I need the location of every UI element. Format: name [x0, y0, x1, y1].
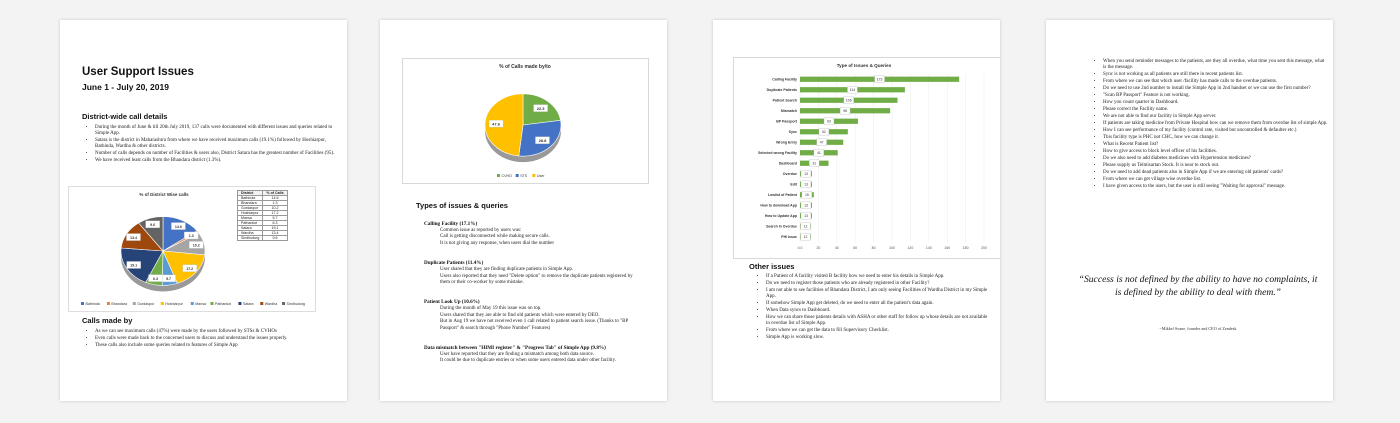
legend-swatch	[532, 174, 535, 177]
table-header: % of Calls	[263, 191, 287, 196]
data-label: 19.1	[130, 263, 138, 268]
data-label: 22.3	[536, 105, 545, 111]
table-cell: 13.4	[263, 231, 287, 236]
data-label: 15	[805, 193, 809, 198]
table-cell: 17.2	[263, 211, 287, 216]
table-row	[238, 236, 288, 241]
data-label: 6.3	[152, 276, 158, 281]
quote: “Success is not defined by the ability to have no complaints, it is defined by the ability to deal with them.”	[1078, 274, 1318, 298]
list-item: • As we can see maximum calls (47%) were made by the users followed by STSs & CVHOs	[95, 329, 335, 335]
table-cell: Bathinda	[238, 196, 263, 201]
list-item: • Do we also need to add diabetes medicines with Hypertension medicines?	[1103, 156, 1328, 162]
category-label: Wrong Entry	[776, 140, 797, 145]
section-heading: District-wide call details	[82, 112, 168, 121]
category-label: How to download App	[760, 203, 797, 208]
legend-swatch	[133, 302, 136, 305]
issue-line: Users shared that they are able to find old patients which were entered by DEO.	[440, 312, 600, 318]
tick-label: 0.0	[797, 246, 803, 250]
tick-label: 80	[871, 246, 876, 250]
category-label: Selected wrong Facility	[758, 151, 797, 156]
category-label: BP Passport	[776, 119, 797, 124]
list-item: • If a Patient of A facility visited B facility how we need to enter his details in Simple App.	[766, 274, 991, 280]
table-cell: 10.2	[263, 206, 287, 211]
legend-swatch	[161, 302, 164, 305]
category-label: Lowlist of Patient	[768, 193, 797, 198]
list-item: • From where we can get the data to fill Supervisory Checklist.	[766, 328, 991, 334]
tick-label: 200	[981, 246, 987, 250]
district-chart	[68, 186, 316, 312]
category-label: Patient Search	[772, 98, 797, 103]
issue-block	[424, 221, 636, 247]
data-label: 114	[849, 88, 856, 93]
table-cell: 9.6	[263, 236, 287, 241]
legend-swatch	[191, 302, 194, 305]
data-label: 13	[804, 203, 808, 208]
issue-line: User have reported that they are finding a mismatch among both data source.	[440, 352, 594, 358]
issue-title: Calling Facility (17.1%)	[424, 221, 478, 227]
list-item: • How you count quarter in Dashboard.	[1103, 100, 1328, 106]
category-label: Duplicate Patients	[766, 88, 797, 93]
list-item: • Please supply us Telmisartan Stock. It is near to stock out.	[1103, 163, 1328, 169]
data-label: 173	[876, 77, 883, 82]
calls-pie-chart	[403, 59, 648, 183]
table-cell: 1.3	[263, 201, 287, 206]
list-item: • Please correct the Facility name.	[1103, 107, 1328, 113]
legend-label: Wardha	[264, 302, 278, 306]
district-table	[237, 190, 288, 241]
table-cell: Hoshiarpur	[238, 211, 263, 216]
legend-swatch	[497, 174, 500, 177]
category-label: How to Update App	[764, 214, 797, 219]
issue-block	[424, 299, 636, 332]
data-label: 17.2	[186, 266, 194, 271]
table-cell: 5.7	[263, 216, 287, 221]
list-item: • If patients are taking medicine from Private Hospital how can we remove them from overdue list of simple App.	[1103, 121, 1328, 127]
list-item: • If somehow Simple App get deleted, do we need to enter all the patient's data again.	[766, 301, 991, 307]
data-label: 28.8	[538, 137, 547, 143]
category-label: Mismatch	[780, 109, 797, 114]
issue-line: During the month of May 19 this issue was on top.	[440, 306, 542, 312]
data-label: 63	[827, 119, 831, 124]
list-item: • We are not able to find our facility in Simple App server.	[1103, 114, 1328, 120]
chart-title: % of District Wise calls	[139, 192, 189, 197]
data-label: 1.3	[188, 234, 194, 239]
list-item: • Do we need to add dead patients also in Simple App if we are entering old patients' cards?	[1103, 170, 1328, 176]
section-heading: Types of issues & queries	[416, 201, 508, 210]
tick-label: 100	[889, 246, 895, 250]
issues-bar-chart	[733, 57, 1000, 259]
list-item: • How I can see performance of my facility (control rate, visited but uncontrolled & defaulter etc.)	[1103, 128, 1328, 134]
data-label: 12	[803, 235, 808, 240]
page-title: User Support Issues	[82, 66, 194, 78]
issue-title: Data mismatch between "HIMI register" & "Progress Tab" of Simple App (9.8%)	[424, 345, 606, 352]
table-cell: Pathankot	[238, 221, 263, 226]
category-label: Search in Overdue	[766, 224, 797, 229]
category-label: Dashboard	[778, 161, 797, 166]
table-cell: Mansa	[238, 216, 263, 221]
list-item: • Even calls were made back to the concerned users to discuss and understand the issues properly.	[95, 336, 335, 342]
data-label: 9.6	[150, 223, 156, 228]
issue-line: User shared that they are finding duplicate patients in Simple App.	[440, 267, 574, 273]
chart-title: Type of Issues & Queries	[836, 63, 892, 68]
legend-label: STS	[520, 174, 528, 178]
issue-line: Call is getting disconnected while making secure calls.	[440, 234, 550, 240]
legend-label: Bhandara	[111, 302, 127, 306]
tick-label: 140	[925, 246, 932, 250]
legend-swatch	[238, 302, 241, 305]
legend-swatch	[107, 302, 110, 305]
data-label: 52	[822, 130, 826, 135]
document-page-2	[380, 20, 667, 401]
table-cell: Satara	[238, 226, 263, 231]
page-subtitle: June 1 - July 20, 2019	[82, 82, 169, 92]
legend-swatch	[81, 302, 84, 305]
data-label: 14.6	[174, 224, 182, 229]
section-heading: Other issues	[749, 262, 795, 271]
list-item: • Number of calls depends on number of Facilities & users also, District Satara has the greatest number of Facilities (95).	[95, 151, 335, 157]
data-label: 13	[804, 182, 808, 187]
tick-label: 160	[944, 246, 951, 250]
data-label: 10.2	[192, 243, 200, 248]
data-label: 41	[816, 151, 821, 156]
category-label: Calling Facility	[772, 77, 797, 82]
legend-label: Bathinda	[85, 302, 100, 306]
tick-label: 20	[816, 246, 821, 250]
tick-label: 60	[853, 246, 858, 250]
table-cell: 6.3	[263, 221, 287, 226]
data-label: 12	[803, 224, 808, 229]
data-label: 13.4	[129, 235, 137, 240]
table-cell: Bhandara	[238, 201, 263, 206]
list-item: • How to give access to block level officer of his facilities.	[1103, 149, 1328, 155]
issue-title: Duplicate Patients (11.4%)	[424, 260, 484, 267]
data-label: 47	[819, 140, 824, 145]
legend-label: User	[536, 174, 545, 178]
legend-label: Hoshiarpur	[165, 302, 183, 306]
list-item: • Satara is the district in Maharashtra from where we have received maximum calls (19.1%) followed by Hoshiarpur, Bathinda, Wardha & other districts.	[95, 138, 335, 150]
list-item: • This facility type is PHC not CHC, how we can change it.	[1103, 135, 1328, 141]
table-cell: Wardha	[238, 231, 263, 236]
category-label: Edit	[790, 182, 797, 187]
tick-label: 120	[907, 246, 914, 250]
quote-attribution: ~Mikkel Svane, founder and CEO of Zendesk	[1159, 326, 1237, 331]
legend-swatch	[260, 302, 263, 305]
issue-line: It is not giving any response, when users dial the number	[440, 240, 555, 246]
list-item: • What is Recent Patient list?	[1103, 142, 1328, 148]
legend-label: Pathankot	[215, 302, 232, 306]
list-item: • How we can share those patients details with ASHA or other staff for follow up whose details are not available in overdue list of Simple App.	[766, 315, 991, 327]
tick-label: 40	[834, 246, 839, 250]
issue-line: It could be due to duplicate entries or when some users entered data under other facility.	[440, 358, 617, 364]
legend-label: Sindhudurg	[286, 302, 305, 306]
tick-label: 180	[962, 246, 969, 250]
list-item: • From where we can see that which user /facility has made calls to the overdue patients.	[1103, 79, 1328, 85]
data-label: 13	[804, 214, 808, 219]
table-cell: 19.1	[263, 226, 287, 231]
data-label: 13	[804, 172, 808, 177]
bullet-list	[1090, 59, 1328, 191]
category-label: PHI Issue	[781, 235, 797, 240]
list-item: • Sync is not working as all patients are still there in recent patients list.	[1103, 72, 1328, 78]
issues-list	[424, 221, 636, 378]
issue-block	[424, 260, 636, 286]
legend-label: Gurdaspur	[137, 302, 155, 306]
data-label: 106	[845, 98, 852, 103]
data-label: 31	[812, 161, 817, 166]
data-label: 47.6	[492, 121, 500, 127]
category-label: Sync	[788, 130, 797, 135]
list-item: • During the month of June & till 20th July 2019, 137 calls were documented with different issues and queries related to Simple App.	[95, 125, 335, 137]
list-item: • Do we need to use 2nd number to install the Simple App in 2nd handset or we can use the first number?	[1103, 86, 1328, 92]
table-header: District	[238, 191, 263, 196]
bullet-list	[753, 274, 991, 342]
issue-line: Common issue as reported by users was:	[440, 228, 522, 233]
table-cell: Sindhudurg	[238, 236, 263, 241]
list-item: • These calls also include some queries related to features of Simple App	[95, 343, 335, 349]
issue-title: Patient Look Up (10.6%)	[424, 299, 480, 306]
list-item: • From where we can get village wise overdue list.	[1103, 177, 1328, 183]
category-label: Overdue	[782, 172, 797, 177]
issue-line: Users also reported that they need "Delete option" to remove the duplicate patients registered by them or their co-worker by some mistake.	[440, 273, 633, 286]
list-item: • We have received least calls from the Bhandara district (1.3%).	[95, 158, 335, 164]
list-item: • When you send reminder messages to the patients, are they all overdue, what time you sent this message, what is the message.	[1103, 59, 1328, 71]
data-label: 98	[843, 109, 847, 114]
bullet-list	[82, 125, 335, 165]
section-heading: Calls made by	[82, 316, 133, 325]
table-cell: 14.6	[263, 196, 287, 201]
document-page-3	[713, 20, 1000, 401]
data-label: 5.7	[166, 277, 172, 282]
bullet-list	[82, 329, 335, 350]
chart-title: % of Calls made by/to	[499, 64, 551, 70]
list-item: • I am not able to see facilities of Bhandara District, I am only seeing Facilities of Wardha District in my Simple App.	[766, 288, 991, 300]
table-cell: Gurdaspur	[238, 206, 263, 211]
legend-label: Mansa	[195, 302, 207, 306]
list-item: • "Scan BP Passport" Feature is not working.	[1103, 93, 1328, 99]
legend-label: Satara	[242, 302, 254, 306]
legend-swatch	[282, 302, 285, 305]
legend-swatch	[211, 302, 214, 305]
issue-line: But in Aug 19 we have not received even 1 call related to patient search issue. (Thanks to "BP Passport" & search through "Phone Number" Features)	[440, 319, 629, 331]
list-item: • When Data syncs to Dashboard.	[766, 308, 991, 314]
list-item: • Simple App is working slow.	[766, 335, 991, 341]
list-item: • I have given access to the users, but the user is still seeing "Waiting for approval" message.	[1103, 184, 1328, 190]
legend-label: CVHO	[501, 174, 512, 178]
list-item: • Do we need to register those patients who are already registered in other Facility?	[766, 281, 991, 287]
legend-swatch	[516, 174, 519, 177]
issue-block	[424, 345, 636, 365]
document-page-4	[1046, 20, 1333, 401]
calls-by-chart	[402, 58, 649, 184]
document-page-1	[60, 20, 347, 401]
issues-bar-chart-svg	[734, 58, 996, 258]
